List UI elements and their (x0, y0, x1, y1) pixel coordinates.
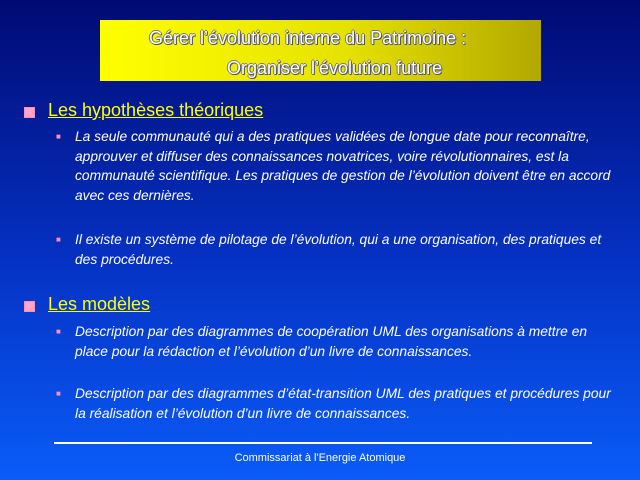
sub-bullet-icon: ■ (56, 389, 61, 398)
section-heading-hypotheses: Les hypothèses théoriques (48, 100, 264, 120)
sub-bullet-icon: ■ (56, 327, 61, 336)
sub-bullet-icon: ■ (56, 132, 61, 141)
section-bullet-icon (24, 107, 35, 118)
footer-text: Commissariat à l'Energie Atomique (234, 452, 406, 464)
slide-title-line-2: Organiser l’évolution future (227, 58, 443, 78)
slide-title-line-1: Gérer l’évolution interne du Patrimoine : (149, 28, 467, 48)
bullet-text: Description par des diagrammes d’état-transition UML des pratiques et procédures pour la réalisation et l’évolution d’un livre de connaissances. (75, 386, 611, 421)
footer-divider (54, 442, 592, 444)
bullet-text: Il existe un système de pilotage de l’évolution, qui a une organisation, des pratiques et des procédures. (75, 232, 602, 267)
bullet-text: Description par des diagrammes de coopération UML des organisations à mettre en place pour la rédaction et l’évolution d’un livre de connaissances. (75, 324, 588, 359)
bullet-text: La seule communauté qui a des pratiques validées de longue date pour reconnaître, approuver et diffuser des connaissances novatrices, voire révolutionnaires, est la communauté scientifique. Les pratiques de gestion de l’évolution doivent être en accord avec ces dernières. (75, 129, 611, 203)
title-box (100, 20, 541, 81)
section-heading-models: Les modèles (48, 294, 151, 314)
section-bullet-icon (24, 301, 35, 312)
sub-bullet-icon: ■ (56, 235, 61, 244)
